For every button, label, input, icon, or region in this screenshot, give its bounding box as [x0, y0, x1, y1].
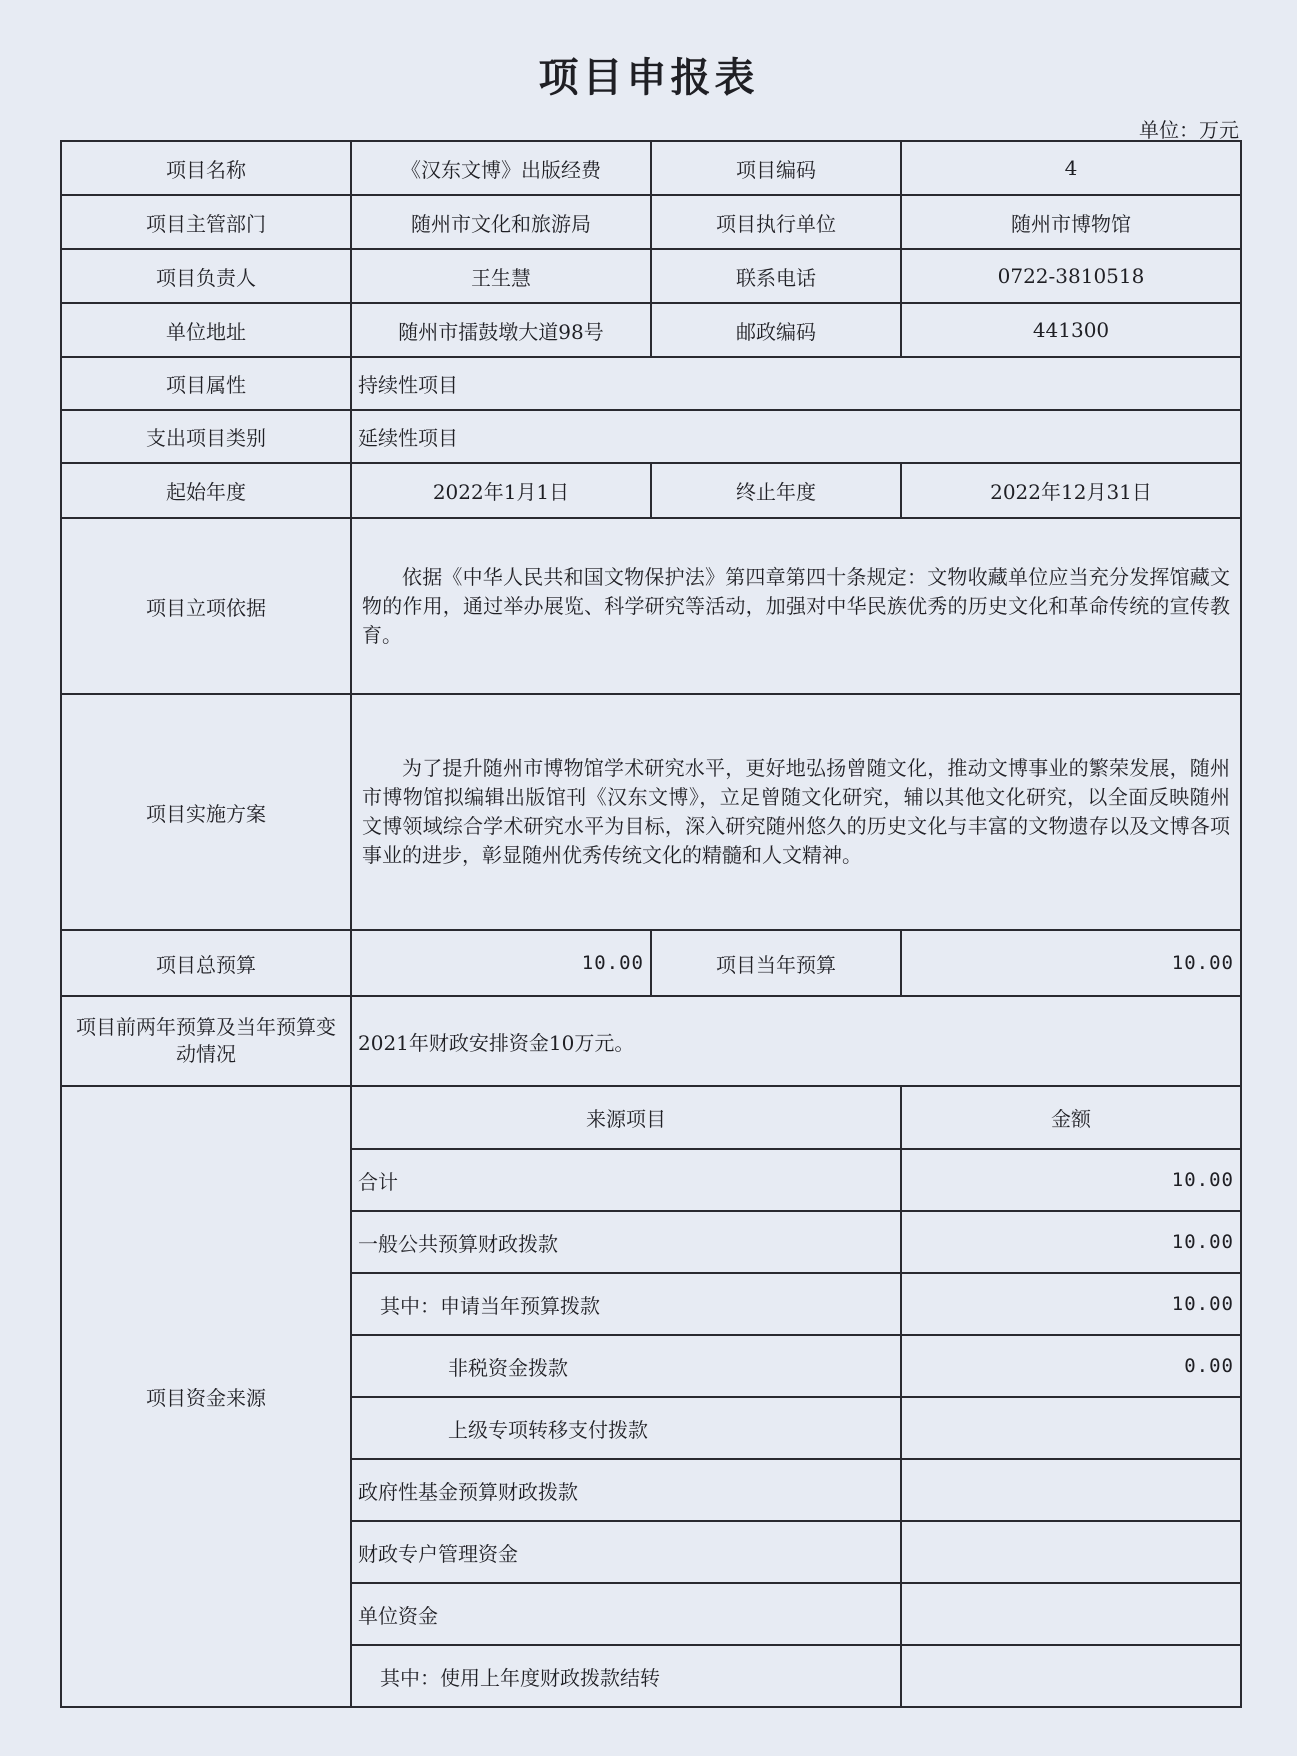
exec-unit-label: 项目执行单位 — [651, 195, 901, 249]
table-row — [61, 930, 1241, 996]
page-title: 项目申报表 — [538, 55, 759, 101]
funding-amount — [901, 1459, 1241, 1521]
total-budget-label: 项目总预算 — [61, 930, 351, 996]
project-code-value: 4 — [901, 141, 1241, 195]
table-row — [61, 249, 1241, 303]
funding-source: 单位资金 — [351, 1583, 901, 1645]
table-row — [61, 195, 1241, 249]
total-budget-value: 10.00 — [351, 930, 651, 996]
funding-amount: 10.00 — [901, 1211, 1241, 1273]
plan-text: 为了提升随州市博物馆学术研究水平，更好地弘扬曾随文化，推动文博事业的繁荣发展，随州市博物馆拟编辑出版馆刊《汉东文博》，立足曾随文化研究，辅以其他文化研究，以全面反映随州文博领域综合学术研究水平为目标，深入研究随州悠久的历史文化与丰富的文物遗存以及文博各项事业的进步，彰显随州优秀传统文化的精髓和人文精神。 — [362, 756, 1230, 867]
table-row — [61, 357, 1241, 410]
table-row — [61, 463, 1241, 518]
dept-label: 项目主管部门 — [61, 195, 351, 249]
end-year-label: 终止年度 — [651, 463, 901, 518]
funding-source: 一般公共预算财政拨款 — [351, 1211, 901, 1273]
funding-source: 非税资金拨款 — [351, 1335, 901, 1397]
start-year-value: 2022年1月1日 — [351, 463, 651, 518]
funding-amount — [901, 1583, 1241, 1645]
attr-label: 项目属性 — [61, 357, 351, 410]
dept-value: 随州市文化和旅游局 — [351, 195, 651, 249]
phone-value: 0722-3810518 — [901, 249, 1241, 303]
owner-value: 王生慧 — [351, 249, 651, 303]
year-budget-label: 项目当年预算 — [651, 930, 901, 996]
start-year-label: 起始年度 — [61, 463, 351, 518]
table-row — [61, 410, 1241, 463]
table-row — [61, 1086, 1241, 1149]
attr-value: 持续性项目 — [351, 357, 1241, 410]
address-label: 单位地址 — [61, 303, 351, 357]
end-year-value: 2022年12月31日 — [901, 463, 1241, 518]
project-name-value: 《汉东文博》出版经费 — [351, 141, 651, 195]
funding-col-source: 来源项目 — [351, 1086, 901, 1149]
funding-source: 合计 — [351, 1149, 901, 1211]
funding-amount — [901, 1521, 1241, 1583]
postcode-label: 邮政编码 — [651, 303, 901, 357]
change-text: 2021年财政安排资金10万元。 — [351, 996, 1241, 1086]
project-table — [60, 140, 1242, 1708]
basis-text-cell — [351, 518, 1241, 694]
unit-label: 单位：万元 — [1139, 118, 1239, 142]
project-name-label: 项目名称 — [61, 141, 351, 195]
exec-unit-value: 随州市博物馆 — [901, 195, 1241, 249]
funding-amount: 10.00 — [901, 1149, 1241, 1211]
table-row — [61, 303, 1241, 357]
plan-label: 项目实施方案 — [61, 694, 351, 930]
funding-amount: 10.00 — [901, 1273, 1241, 1335]
basis-label: 项目立项依据 — [61, 518, 351, 694]
funding-source: 其中：申请当年预算拨款 — [351, 1273, 901, 1335]
funding-source: 政府性基金预算财政拨款 — [351, 1459, 901, 1521]
funding-col-amount: 金额 — [901, 1086, 1241, 1149]
table-row — [61, 518, 1241, 694]
phone-label: 联系电话 — [651, 249, 901, 303]
plan-text-cell — [351, 694, 1241, 930]
category-label: 支出项目类别 — [61, 410, 351, 463]
address-value: 随州市擂鼓墩大道98号 — [351, 303, 651, 357]
change-label: 项目前两年预算及当年预算变动情况 — [61, 996, 351, 1086]
funding-label: 项目资金来源 — [61, 1086, 351, 1707]
owner-label: 项目负责人 — [61, 249, 351, 303]
table-row — [61, 141, 1241, 195]
year-budget-value: 10.00 — [901, 930, 1241, 996]
funding-amount — [901, 1645, 1241, 1707]
funding-source: 其中：使用上年度财政拨款结转 — [351, 1645, 901, 1707]
category-value: 延续性项目 — [351, 410, 1241, 463]
basis-text: 依据《中华人民共和国文物保护法》第四章第四十条规定：文物收藏单位应当充分发挥馆藏文物的作用，通过举办展览、科学研究等活动，加强对中华民族优秀的历史文化和革命传统的宣传教育。 — [362, 564, 1230, 647]
project-code-label: 项目编码 — [651, 141, 901, 195]
funding-source: 上级专项转移支付拨款 — [351, 1397, 901, 1459]
funding-source: 财政专户管理资金 — [351, 1521, 901, 1583]
funding-amount — [901, 1397, 1241, 1459]
funding-amount: 0.00 — [901, 1335, 1241, 1397]
postcode-value: 441300 — [901, 303, 1241, 357]
table-row — [61, 694, 1241, 930]
table-row — [61, 996, 1241, 1086]
